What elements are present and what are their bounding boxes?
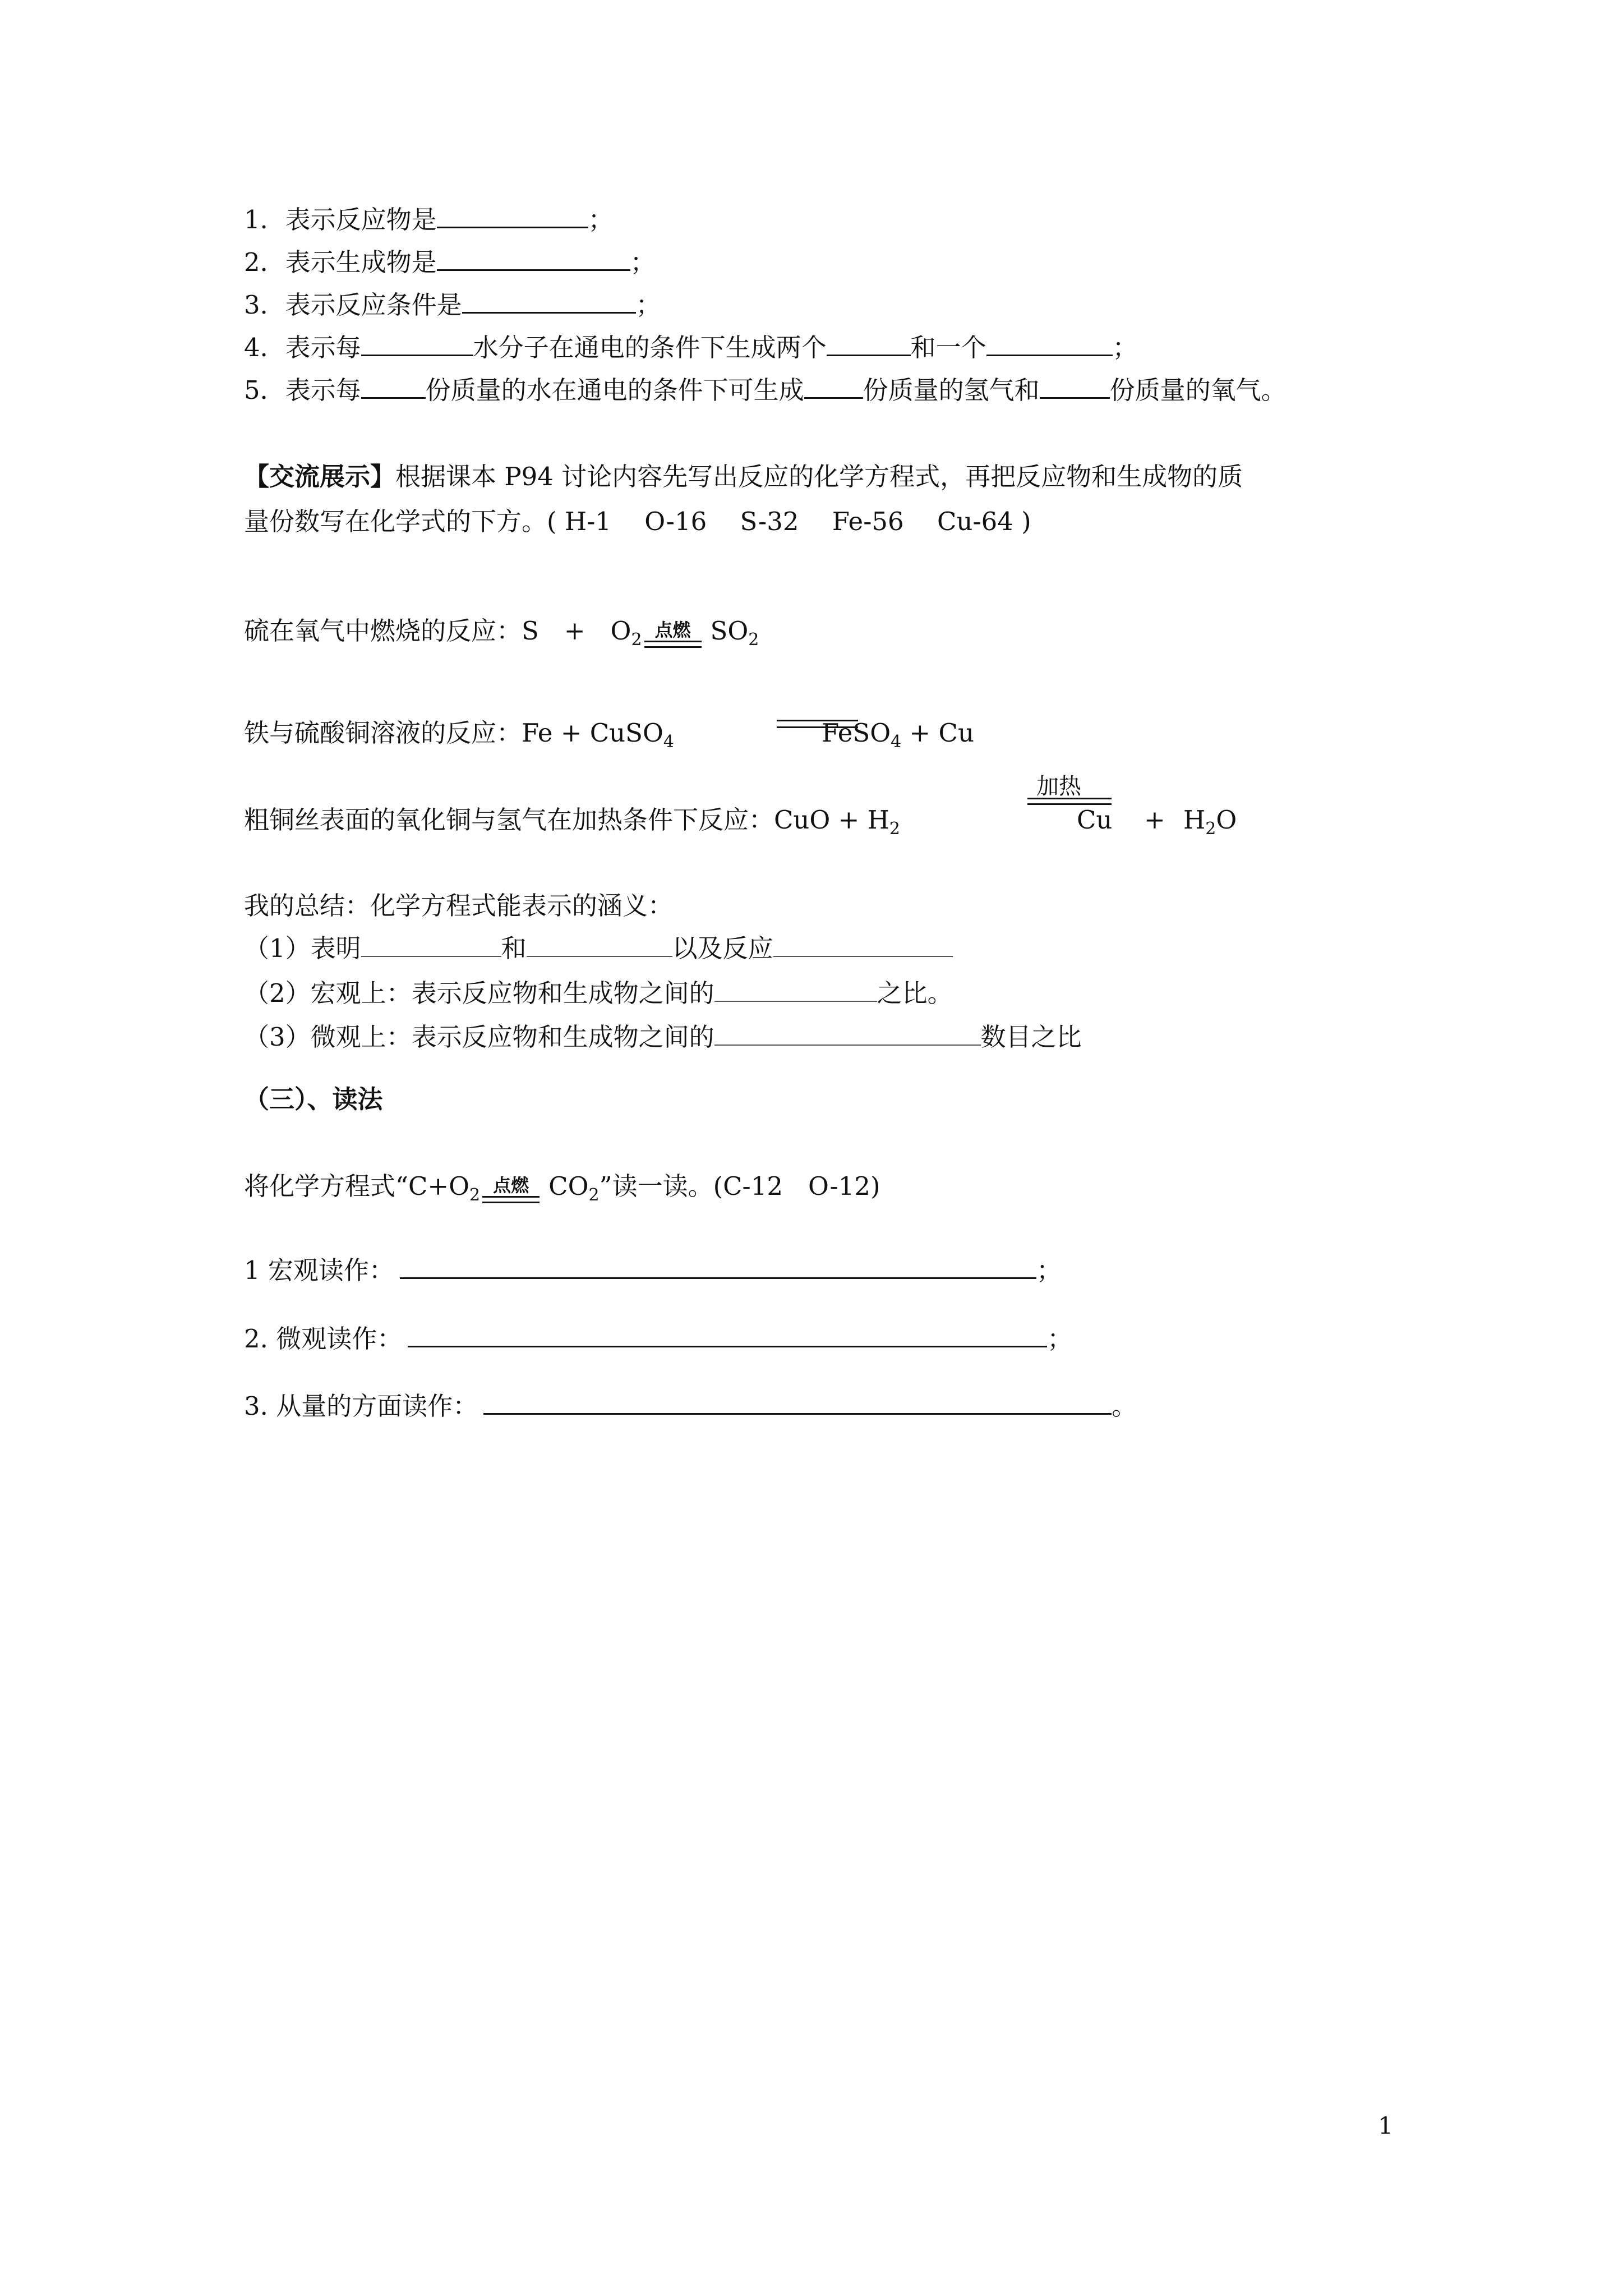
summary-3-text-b: 数目之比 [980, 1022, 1082, 1052]
item-4-text-a: 4．表示每 [244, 333, 361, 362]
item-5 [244, 372, 1287, 407]
cuso4-subscript: 4 [663, 732, 674, 752]
item-5-blank-3[interactable] [1040, 372, 1110, 399]
reaction-sulfur [244, 614, 759, 657]
product-so2: SO [710, 616, 749, 646]
summary-1-text-c: 以及反应 [672, 933, 773, 963]
item-2-end: ； [630, 247, 656, 277]
reading-macro [244, 1253, 1062, 1287]
exchange-label: 【交流展示】 [244, 462, 396, 491]
item-1-blank[interactable] [437, 202, 588, 228]
summary-3-blank[interactable] [714, 1020, 981, 1046]
item-1 [244, 202, 614, 237]
summary-2 [244, 976, 953, 1010]
exchange-text-2: 量份数写在化学式的下方。( H-1 O-16 S-32 Fe-56 Cu-64 ) [244, 507, 1031, 536]
co2-subscript: 2 [588, 1185, 600, 1205]
item-5-text-b: 份质量的水在通电的条件下可生成 [425, 375, 804, 405]
summary-1-blank-2[interactable] [527, 931, 672, 957]
feso4-subscript: 4 [891, 732, 902, 752]
reading-prompt [244, 1170, 880, 1212]
reaction-condition [642, 619, 704, 657]
reading-quantity-end: 。 [1112, 1391, 1137, 1421]
item-5-end: 份质量的氧气。 [1109, 375, 1287, 405]
item-5-text-c: 份质量的氢气和 [863, 375, 1040, 405]
item-3-blank[interactable] [462, 287, 636, 314]
h2-subscript: 2 [889, 819, 900, 839]
water-subscript: 2 [1205, 819, 1216, 839]
reading-condition [480, 1175, 542, 1212]
reaction-iron [244, 716, 674, 759]
exchange-line-1 [244, 460, 1243, 494]
reaction-copper [244, 803, 900, 846]
summary-1-text-b: 和 [501, 933, 527, 963]
equals-bar-bottom [482, 1202, 540, 1203]
reaction-sulfur-label: 硫在氧气中燃烧的反应：S + O [244, 616, 631, 646]
item-4-blank-3[interactable] [986, 330, 1113, 356]
reading-heading [244, 1083, 383, 1116]
exchange-line-2 [244, 505, 1031, 539]
summary-title [244, 889, 673, 923]
summary-title-text: 我的总结：化学方程式能表示的涵义： [244, 891, 674, 921]
o2-subscript: 2 [631, 630, 642, 650]
summary-1-text-a: （1）表明 [244, 933, 361, 963]
equals-bar-top [1027, 798, 1112, 799]
water-h: H [1183, 805, 1206, 835]
reading-prompt-co2: CO [548, 1171, 589, 1201]
item-3-end: ； [635, 290, 661, 320]
summary-2-text-b: 之比。 [877, 978, 953, 1008]
equals-bar-top [644, 641, 702, 642]
plus-sign: + [1144, 805, 1165, 835]
reading-macro-blank[interactable] [400, 1253, 1036, 1279]
summary-1-blank-3[interactable] [773, 931, 953, 957]
reaction-iron-label: 铁与硫酸铜溶液的反应：Fe + CuSO [244, 718, 663, 748]
product-water [1183, 803, 1237, 846]
item-2-text: 2．表示生成物是 [244, 247, 437, 277]
reaction-copper-label: 粗铜丝表面的氧化铜与氢气在加热条件下反应：CuO + H [244, 805, 889, 835]
equals-bar-top [482, 1196, 540, 1198]
product-cu: + Cu [901, 718, 974, 748]
item-2 [244, 245, 656, 279]
reading-prompt-c: ”读一读。(C-12 O-12) [599, 1171, 880, 1201]
product-cu: Cu [1077, 805, 1113, 835]
summary-2-text-a: （2）宏观上：表示反应物和生成物之间的 [244, 978, 714, 1008]
item-5-text-a: 5．表示每 [244, 375, 361, 405]
item-4-blank-1[interactable] [361, 330, 473, 356]
item-3 [244, 287, 661, 322]
summary-1 [244, 931, 953, 965]
reading-micro [244, 1321, 1072, 1356]
o2-subscript: 2 [469, 1185, 481, 1205]
reading-micro-blank[interactable] [408, 1321, 1047, 1347]
reading-micro-label: 2. 微观读作： [244, 1324, 403, 1354]
product-feso4: FeSO [822, 718, 891, 748]
equals-bar-bottom [644, 646, 702, 648]
item-4-text-b: 水分子在通电的条件下生成两个 [473, 333, 827, 362]
reading-quantity-label: 3. 从量的方面读作： [244, 1391, 478, 1421]
item-3-text: 3．表示反应条件是 [244, 290, 462, 320]
reading-prompt-a: 将化学方程式“C+O [244, 1171, 470, 1201]
item-2-blank[interactable] [437, 245, 630, 271]
item-4-text-c: 和一个 [910, 333, 986, 362]
reading-quantity-blank[interactable] [483, 1388, 1112, 1415]
reading-quantity [244, 1388, 1137, 1423]
item-4 [244, 330, 1138, 365]
condition-ignite: 点燃 [654, 619, 691, 641]
page-number: 1 [1378, 2112, 1393, 2139]
reading-macro-end: ； [1036, 1255, 1062, 1285]
condition-heat: 加热 [1036, 774, 1081, 799]
water-o: O [1216, 805, 1237, 835]
summary-3-text-a: （3）微观上：表示反应物和生成物之间的 [244, 1022, 714, 1052]
reaction-iron-products [822, 716, 974, 759]
reading-heading-text: （三）、读法 [244, 1084, 383, 1114]
item-4-end: ； [1112, 333, 1138, 362]
item-4-blank-2[interactable] [827, 330, 911, 356]
condition-ignite: 点燃 [493, 1175, 529, 1196]
item-5-blank-2[interactable] [804, 372, 863, 399]
item-1-text: 1．表示反应物是 [244, 205, 437, 234]
item-1-end: ； [588, 205, 614, 234]
item-5-blank-1[interactable] [361, 372, 426, 399]
so2-subscript: 2 [748, 630, 759, 650]
reading-macro-label: 1 宏观读作： [244, 1255, 394, 1285]
exchange-text-1: 根据课本 P94 讨论内容先写出反应的化学方程式，再把反应物和生成物的质 [395, 462, 1243, 491]
summary-3 [244, 1020, 1082, 1054]
summary-2-blank[interactable] [714, 976, 877, 1002]
reading-micro-end: ； [1047, 1324, 1073, 1354]
summary-1-blank-1[interactable] [361, 931, 501, 957]
